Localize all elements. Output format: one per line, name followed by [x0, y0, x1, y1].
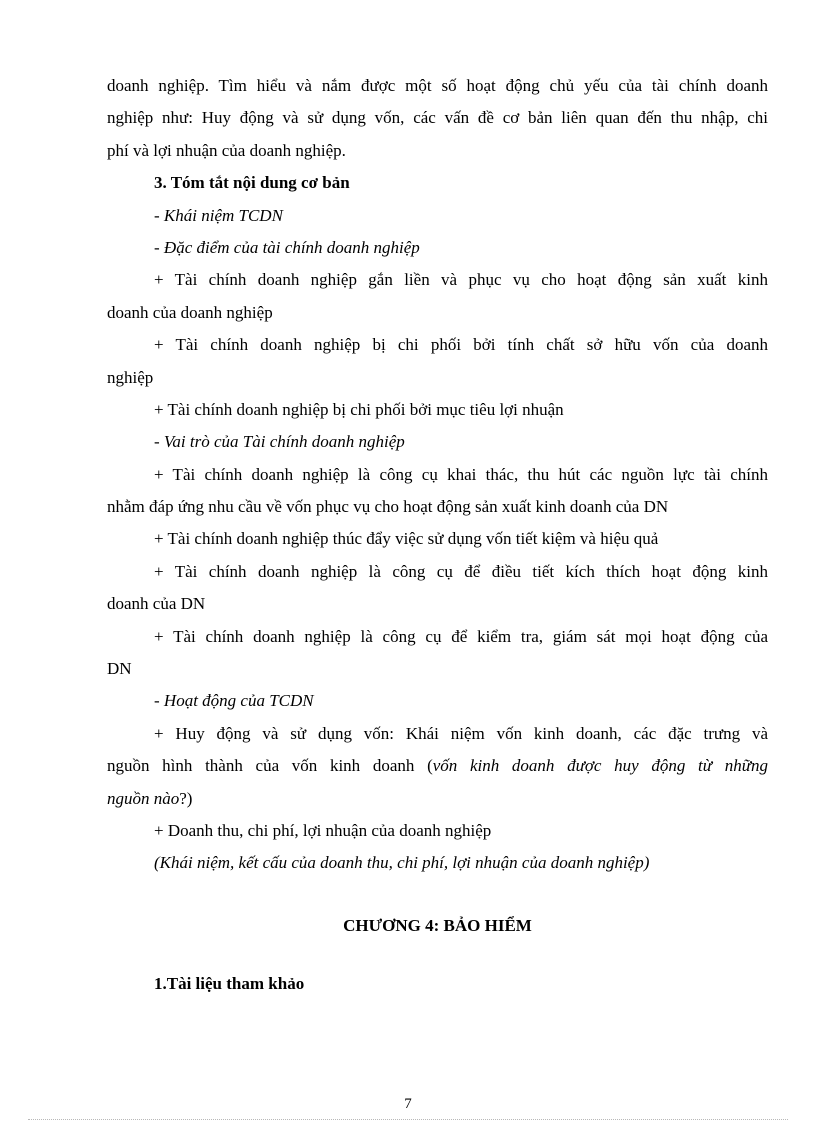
activity-2: + Doanh thu, chi phí, lợi nhuận của doanh nghiệp — [154, 820, 492, 840]
document-body — [107, 70, 768, 1000]
activity-1-line-2 — [107, 750, 768, 782]
item-features: - Đặc điểm của tài chính doanh nghiệp — [154, 237, 420, 257]
intro-line-3: phí và lợi nhuận của doanh nghiệp. — [107, 140, 346, 160]
role-3-line-1: + Tài chính doanh nghiệp là công cụ để điều tiết kích thích hoạt động kinh — [154, 561, 768, 581]
item-activities: - Hoạt động của TCDN — [154, 691, 314, 711]
activity-1-line-3-italic: nguồn nào — [107, 788, 180, 808]
references-heading: 1.Tài liệu tham khảo — [154, 973, 305, 993]
role-4-line-1: + Tài chính doanh nghiệp là công cụ để kiểm tra, giám sát mọi hoạt động của — [154, 626, 768, 646]
footer-divider — [28, 1119, 788, 1120]
section-3-heading: 3. Tóm tắt nội dung cơ bản — [154, 173, 350, 193]
intro-line-1: doanh nghiệp. Tìm hiểu và nắm được một số hoạt động chủ yếu của tài chính doanh — [107, 76, 768, 95]
role-1-line-2: nhằm đáp ứng nhu cầu về vốn phục vụ cho hoạt động sản xuất kinh doanh của DN — [107, 497, 669, 517]
chapter-4-heading: CHƯƠNG 4: BẢO HIỂM — [343, 915, 532, 935]
activity-1-line-3 — [107, 783, 768, 815]
activity-2-note: (Khái niệm, kết cấu của doanh thu, chi phí, lợi nhuận của doanh nghiệp) — [154, 853, 650, 873]
feature-2-line-2: nghiệp — [107, 367, 154, 387]
feature-1-line-2: doanh của doanh nghiệp — [107, 302, 273, 322]
feature-1-line-1: + Tài chính doanh nghiệp gắn liền và phục vụ cho hoạt động sản xuất kinh — [154, 270, 768, 290]
feature-3: + Tài chính doanh nghiệp bị chi phối bởi mục tiêu lợi nhuận — [154, 399, 564, 419]
activity-1-line-2-italic: vốn kinh doanh được huy động từ những — [432, 756, 768, 776]
item-role: - Vai trò của Tài chính doanh nghiệp — [154, 432, 405, 452]
page-number: 7 — [404, 1096, 412, 1112]
activity-1-line-2-plain: nguồn hình thành của vốn kinh doanh ( — [107, 756, 433, 776]
role-3-line-2: doanh của DN — [107, 594, 206, 614]
intro-line-2: nghiệp như: Huy động và sử dụng vốn, các vấn đề cơ bản liên quan đến thu nhập, chi — [107, 108, 768, 128]
feature-2-line-1: + Tài chính doanh nghiệp bị chi phối bởi tính chất sở hữu vốn của doanh — [154, 335, 768, 355]
role-2: + Tài chính doanh nghiệp thúc đẩy việc sử dụng vốn tiết kiệm và hiệu quả — [154, 529, 659, 549]
role-4-line-2: DN — [107, 659, 132, 679]
item-concept: - Khái niệm TCDN — [154, 205, 283, 225]
activity-1-line-1: + Huy động và sử dụng vốn: Khái niệm vốn kinh doanh, các đặc trưng và — [154, 723, 768, 743]
activity-1-line-3-plain: ?) — [179, 788, 193, 808]
role-1-line-1: + Tài chính doanh nghiệp là công cụ khai thác, thu hút các nguồn lực tài chính — [154, 464, 768, 484]
